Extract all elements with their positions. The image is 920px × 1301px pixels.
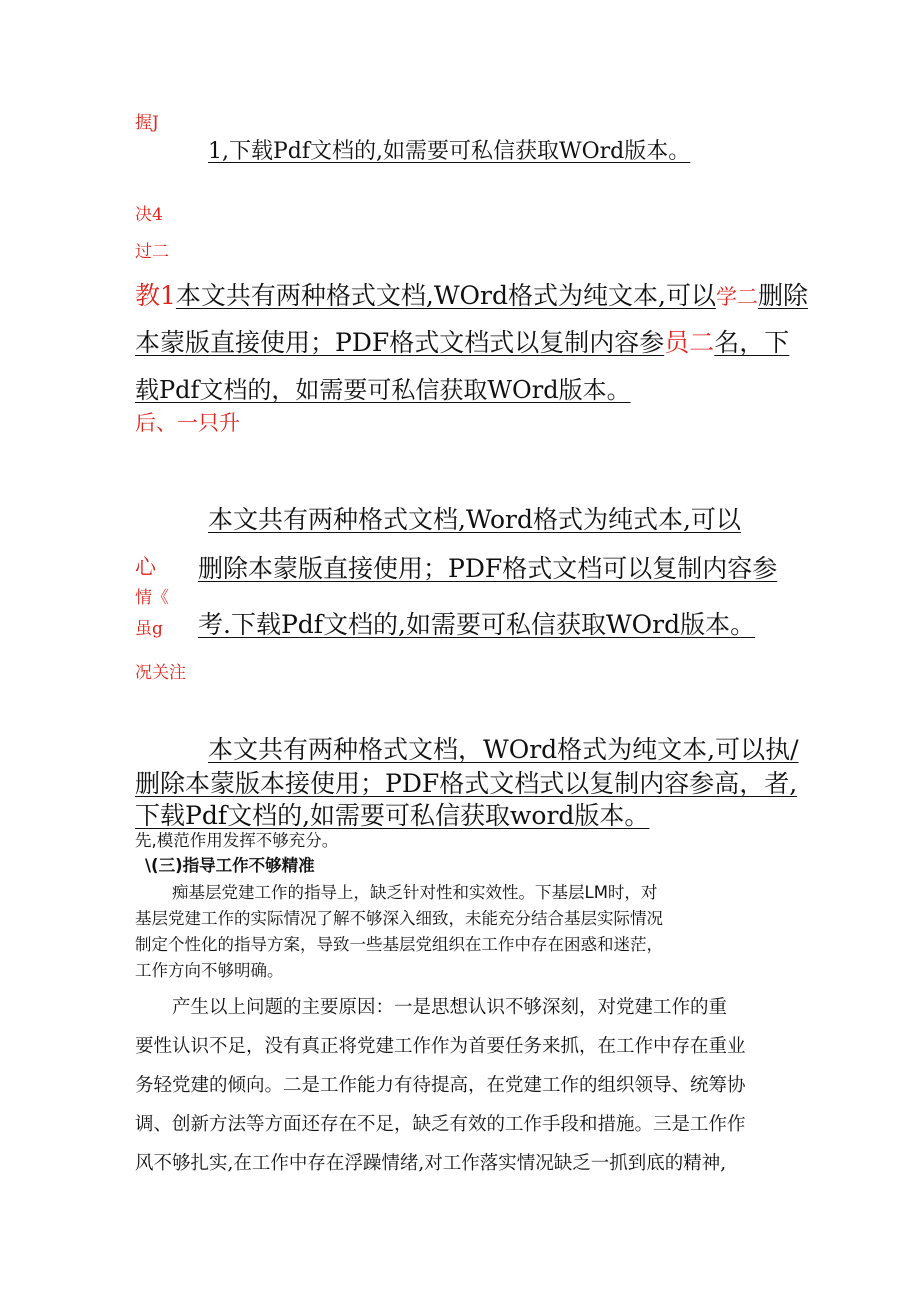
margin-mark: 教1 — [135, 281, 176, 310]
watermark-block-2-line-3: 考.下载Pdf文档的,如需要可私信获取WOrd版本。 — [198, 610, 756, 639]
margin-mark: 学二 — [715, 285, 758, 309]
section-heading: \(三)指导工作不够精准 — [145, 856, 315, 875]
body-line: 先,模范作用发挥不够充分。 — [135, 831, 339, 850]
watermark-block-3-line-3: 下载Pdf文档的,如需要可私信获取word版本。 — [135, 801, 650, 830]
paragraph-line: 工作方向不够明确。 — [135, 961, 284, 980]
watermark-block-3-line-2: 删除本蒙版本接使用；PDF格式文档式以复制内容参高，者, — [135, 769, 798, 798]
watermark-block-2-line-2: 删除本蒙版直接使用；PDF格式文档可以复制内容参 — [198, 554, 778, 583]
margin-mark: 决4 — [135, 205, 163, 225]
watermark-block-1-line-2 — [135, 323, 789, 359]
paragraph-line: 风不够扎实,在工作中存在浮躁情绪,对工作落实情况缺乏一抓到底的精神, — [135, 1153, 727, 1174]
margin-mark: 后、一只升 — [135, 411, 240, 435]
paragraph-line: 调、创新方法等方面还存在不足，缺乏有效的工作手段和措施。三是工作作 — [135, 1114, 746, 1135]
margin-mark: 情《 — [135, 588, 169, 608]
margin-mark: 握J — [135, 113, 159, 133]
watermark-text: 删除 — [757, 281, 808, 310]
paragraph-line: 要性认识不足，没有真正将党建工作作为首要任务来抓，在工作中存在重业 — [135, 1036, 746, 1057]
margin-mark: 员二 — [664, 328, 715, 357]
margin-mark: 过二 — [135, 242, 169, 262]
watermark-text: 载Pdf文档的，如需要可私信获取WOrd版本。 — [135, 376, 631, 404]
margin-mark: 虽g — [135, 619, 163, 639]
watermark-text: 本文共有两种格式文档,WOrd格式为纯文本,可以 — [175, 281, 716, 310]
paragraph-line: 制定个性化的指导方案，导致一些基层党组织在工作中存在困惑和迷茫， — [135, 935, 663, 954]
paragraph-line: 产生以上问题的主要原因：一是思想认识不够深刻，对党建工作的重 — [172, 997, 728, 1018]
watermark-block-1-line-3 — [135, 370, 631, 405]
watermark-text: 名，下 — [714, 328, 790, 357]
paragraph-line: 基层党建工作的实际情况了解不够深入细致，未能充分结合基层实际情况 — [135, 909, 663, 928]
paragraph-line: 务轻党建的倾向。二是工作能力有待提高，在党建工作的组织领导、统筹协 — [135, 1075, 746, 1096]
watermark-block-3-line-1: 本文共有两种格式文档，WOrd格式为纯文本,可以执/ — [208, 735, 799, 764]
watermark-line: 1,下载Pdf文档的,如需要可私信获取WOrd版本。 — [208, 139, 691, 164]
paragraph-line: 痴基层党建工作的指导上，缺乏针对性和实效性。下基层LM时，对 — [172, 883, 658, 902]
watermark-text: 本蒙版直接使用；PDF格式文档式以复制内容参 — [135, 328, 665, 357]
watermark-block-1-line-1 — [135, 276, 808, 312]
margin-mark: 心 — [135, 555, 156, 579]
margin-mark: 况关注 — [135, 663, 186, 683]
watermark-block-2-line-1: 本文共有两种格式文档,Word格式为纯式本,可以 — [208, 505, 741, 534]
